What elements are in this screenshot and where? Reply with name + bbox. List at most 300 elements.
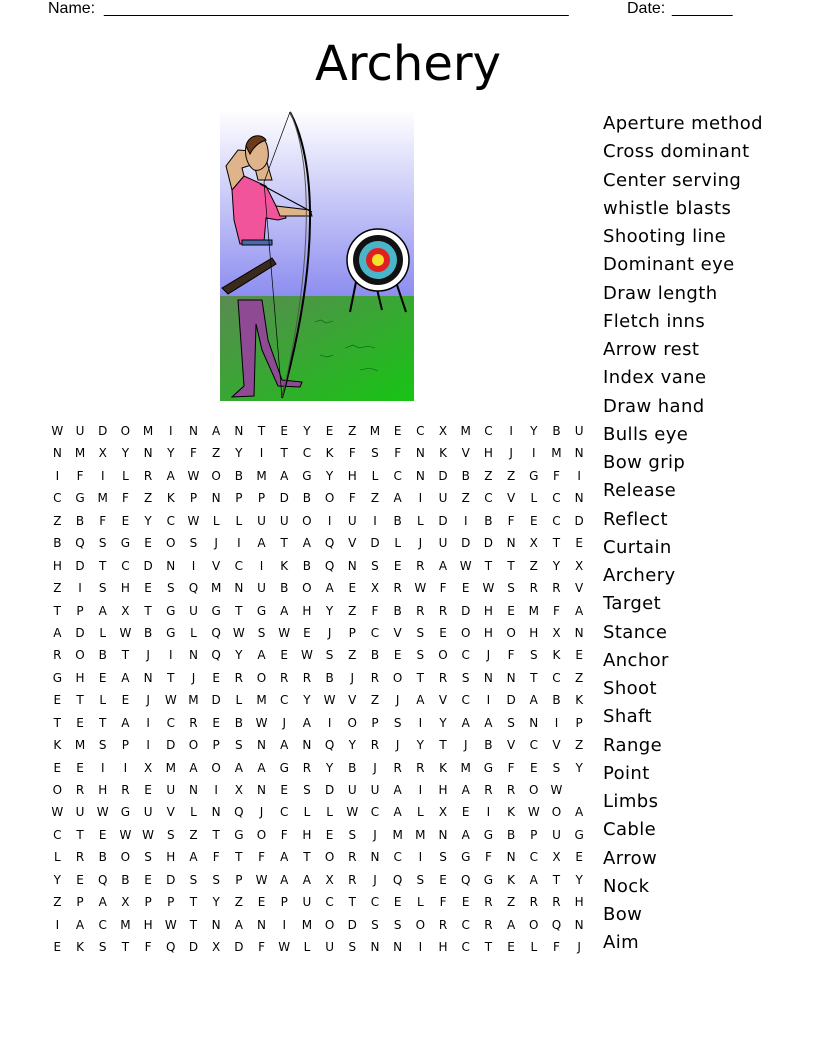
grid-letter: O xyxy=(211,468,221,483)
grid-letter: O xyxy=(506,625,516,640)
grid-letter: N xyxy=(166,558,176,573)
grid-letter: R xyxy=(143,468,153,483)
grid-letter: T xyxy=(189,917,198,932)
grid-letter: R xyxy=(370,670,380,685)
grid-letter: N xyxy=(211,917,221,932)
grid-letter: Z xyxy=(143,491,153,506)
grid-letter: U xyxy=(257,581,266,596)
grid-letter: Y xyxy=(325,603,334,618)
grid-letter: Y xyxy=(325,468,334,483)
grid-letter: O xyxy=(52,783,63,797)
grid-letter: C xyxy=(461,693,470,708)
grid-letter: G xyxy=(302,468,312,483)
grid-letter: H xyxy=(483,625,493,640)
grid-letter: H xyxy=(143,917,153,932)
grid-letter: E xyxy=(393,895,402,910)
grid-letter: H xyxy=(574,895,584,910)
grid-letter: V xyxy=(348,536,357,551)
grid-letter: O xyxy=(551,805,562,820)
grid-letter: G xyxy=(120,805,131,820)
grid-letter: B xyxy=(393,603,402,618)
grid-letter: A xyxy=(280,468,289,483)
grid-letter: T xyxy=(257,424,266,438)
grid-letter: Y xyxy=(439,715,447,730)
grid-letter: L xyxy=(190,625,197,640)
grid-letter: G xyxy=(256,603,267,618)
date-field[interactable]: _______ xyxy=(672,0,733,17)
grid-letter: V xyxy=(348,693,357,708)
grid-letter: Y xyxy=(575,760,583,775)
name-field[interactable]: ______________________________________________________ xyxy=(104,0,569,17)
grid-letter: E xyxy=(98,670,107,685)
grid-letter: T xyxy=(121,940,130,955)
word-list-item: Bow grip xyxy=(603,452,686,473)
grid-letter: C xyxy=(552,491,561,506)
grid-letter: D xyxy=(461,536,471,551)
grid-letter: Y xyxy=(121,446,130,461)
grid-letter: V xyxy=(575,581,584,596)
word-list-item: Aperture method xyxy=(603,113,763,134)
grid-letter: U xyxy=(75,424,85,438)
grid-letter xyxy=(568,779,591,801)
word-list-item: Stance xyxy=(603,621,668,643)
grid-letter: E xyxy=(53,693,62,708)
grid-letter: B xyxy=(484,738,493,753)
grid-letter: I xyxy=(55,917,60,932)
grid-letter: J xyxy=(282,715,286,730)
grid-letter: V xyxy=(506,738,516,753)
grid-letter: I xyxy=(532,446,536,461)
grid-letter: A xyxy=(98,895,107,910)
grid-letter: C xyxy=(393,850,402,865)
grid-letter: E xyxy=(507,940,515,955)
grid-letter: E xyxy=(76,715,84,730)
grid-letter: A xyxy=(257,536,266,551)
grid-letter: A xyxy=(166,468,175,483)
grid-letter: N xyxy=(347,558,357,573)
grid-letter: K xyxy=(280,558,289,573)
grid-letter: F xyxy=(258,940,265,955)
grid-letter: A xyxy=(302,872,312,887)
grid-letter: E xyxy=(212,715,220,730)
grid-letter: D xyxy=(211,693,221,708)
grid-letter: R xyxy=(529,581,538,596)
grid-letter: S xyxy=(416,648,425,663)
grid-letter: W xyxy=(119,625,132,640)
grid-letter: S xyxy=(507,715,515,730)
grid-letter: J xyxy=(577,940,581,955)
grid-letter: N xyxy=(143,446,153,461)
grid-letter: X xyxy=(98,446,107,461)
grid-letter: X xyxy=(552,625,561,640)
grid-letter: W xyxy=(51,805,64,820)
grid-letter: H xyxy=(302,603,312,618)
grid-letter: N xyxy=(393,940,403,955)
grid-letter: I xyxy=(509,424,513,438)
grid-letter: K xyxy=(507,872,516,887)
grid-letter: Y xyxy=(235,446,243,461)
grid-letter: C xyxy=(166,715,175,730)
word-list-item: Fletch inns xyxy=(603,310,706,332)
word-list-item: Nock xyxy=(603,875,650,897)
grid-letter: C xyxy=(461,648,470,663)
grid-letter: H xyxy=(166,850,176,865)
grid-letter: A xyxy=(98,603,107,618)
grid-letter: A xyxy=(234,917,243,932)
grid-letter: Y xyxy=(530,424,538,438)
grid-letter: P xyxy=(280,895,288,910)
grid-letter: O xyxy=(188,738,199,753)
grid-letter: N xyxy=(438,827,448,842)
grid-letter: D xyxy=(438,513,448,528)
grid-letter: N xyxy=(234,581,244,596)
grid-letter: R xyxy=(484,783,493,797)
grid-letter: R xyxy=(416,558,425,573)
grid-letter: R xyxy=(75,783,85,797)
grid-letter: B xyxy=(552,424,561,438)
grid-letter: A xyxy=(575,805,584,820)
word-list-item: Curtain xyxy=(603,536,672,558)
archer-illustration xyxy=(220,110,414,401)
grid-letter: E xyxy=(144,783,152,797)
grid-letter: D xyxy=(279,491,289,506)
grid-letter: W xyxy=(459,558,472,573)
word-list-item: Reflect xyxy=(603,508,668,530)
grid-letter: R xyxy=(189,715,198,730)
grid-letter: M xyxy=(415,827,426,842)
grid-letter: T xyxy=(99,715,107,730)
grid-letter: A xyxy=(416,693,425,708)
grid-letter: U xyxy=(189,603,198,618)
grid-letter: S xyxy=(348,940,357,955)
grid-letter: E xyxy=(575,850,583,865)
grid-letter: J xyxy=(373,760,377,775)
grid-letter: L xyxy=(212,513,220,528)
grid-letter: Z xyxy=(234,895,243,910)
grid-letter: J xyxy=(214,536,218,551)
grid-letter: V xyxy=(438,693,448,708)
grid-letter: A xyxy=(393,783,402,797)
grid-letter: K xyxy=(53,738,62,753)
grid-letter: H xyxy=(438,940,448,955)
grid-letter: B xyxy=(75,513,85,528)
word-list-item: Range xyxy=(603,734,663,756)
grid-letter: E xyxy=(98,827,107,842)
grid-letter: Q xyxy=(188,581,199,596)
grid-letter: N xyxy=(574,446,584,461)
grid-letter: D xyxy=(98,424,108,438)
grid-letter: M xyxy=(97,491,108,506)
grid-letter: N xyxy=(506,850,516,865)
grid-letter: S xyxy=(189,872,198,887)
word-list-item: Release xyxy=(603,480,677,502)
grid-letter: H xyxy=(483,446,493,461)
grid-letter: O xyxy=(529,917,539,932)
grid-letter: E xyxy=(348,581,357,596)
grid-letter: V xyxy=(506,491,516,506)
grid-letter: L xyxy=(303,805,311,820)
grid-letter: C xyxy=(234,558,244,573)
grid-letter: R xyxy=(484,917,493,932)
grid-letter: C xyxy=(529,850,538,865)
grid-letter: T xyxy=(235,850,243,865)
grid-letter: T xyxy=(189,895,198,910)
grid-letter: N xyxy=(574,491,584,506)
grid-letter: N xyxy=(257,917,267,932)
grid-letter: S xyxy=(461,670,470,685)
grid-letter: H xyxy=(75,670,85,685)
grid-letter: G xyxy=(483,872,494,887)
grid-letter: A xyxy=(461,827,470,842)
grid-letter: R xyxy=(552,581,561,596)
grid-letter: B xyxy=(325,670,334,685)
grid-letter: V xyxy=(212,558,221,573)
grid-letter: F xyxy=(507,513,515,528)
grid-letter: Z xyxy=(484,468,493,483)
word-list-item: Aim xyxy=(603,932,640,954)
grid-letter: C xyxy=(393,468,402,483)
grid-letter: A xyxy=(302,715,312,730)
grid-letter: L xyxy=(99,625,107,640)
grid-letter: Q xyxy=(392,872,403,887)
grid-letter: Y xyxy=(325,760,334,775)
grid-letter: I xyxy=(100,760,105,775)
grid-letter: X xyxy=(438,805,448,820)
grid-letter: H xyxy=(120,581,130,596)
grid-letter: Q xyxy=(211,625,221,640)
grid-letter: E xyxy=(439,872,447,887)
grid-letter: G xyxy=(166,603,176,618)
grid-letter: L xyxy=(371,468,379,483)
grid-letter: W xyxy=(119,827,132,842)
grid-letter: R xyxy=(552,895,561,910)
grid-letter: W xyxy=(346,805,359,820)
grid-letter: O xyxy=(302,513,312,528)
word-list-item: Point xyxy=(603,762,650,784)
grid-letter: L xyxy=(394,536,401,551)
grid-letter: T xyxy=(76,693,84,708)
grid-letter: V xyxy=(166,805,175,820)
grid-letter: Y xyxy=(303,693,311,708)
grid-letter: C xyxy=(280,805,289,820)
grid-letter: A xyxy=(575,603,584,618)
grid-letter: N xyxy=(574,917,584,932)
grid-letter: T xyxy=(99,558,107,573)
grid-letter: M xyxy=(74,446,86,461)
grid-letter: E xyxy=(461,581,470,596)
word-list-item: whistle blasts xyxy=(603,197,732,219)
grid-letter: P xyxy=(76,895,84,910)
grid-letter: Y xyxy=(235,648,243,663)
grid-letter: Z xyxy=(370,491,380,506)
grid-letter: L xyxy=(303,940,311,955)
grid-letter: Y xyxy=(575,872,583,887)
grid-letter: M xyxy=(210,581,222,596)
grid-letter: N xyxy=(257,783,267,797)
grid-letter: W xyxy=(255,715,268,730)
grid-letter: A xyxy=(189,760,198,775)
grid-letter: F xyxy=(439,581,447,596)
grid-letter: E xyxy=(280,424,289,438)
grid-letter: X xyxy=(552,850,561,865)
grid-letter: R xyxy=(370,738,380,753)
grid-letter: I xyxy=(259,446,264,461)
grid-letter: H xyxy=(438,783,448,797)
grid-letter: M xyxy=(120,917,131,932)
grid-letter: D xyxy=(483,536,494,551)
grid-letter: A xyxy=(529,872,538,887)
grid-letter: T xyxy=(144,603,152,618)
grid-letter: R xyxy=(484,895,493,910)
grid-letter: R xyxy=(393,581,402,596)
grid-letter: S xyxy=(98,738,107,753)
grid-letter: K xyxy=(325,446,334,461)
grid-letter: W xyxy=(300,648,313,663)
grid-letter: Q xyxy=(166,940,176,955)
grid-letter: D xyxy=(75,558,85,573)
grid-letter: E xyxy=(575,536,583,551)
grid-letter: U xyxy=(574,424,584,438)
grid-letter: W xyxy=(51,424,64,438)
grid-letter: U xyxy=(370,783,380,797)
grid-letter: A xyxy=(393,805,402,820)
grid-letter: D xyxy=(166,872,176,887)
grid-letter: N xyxy=(302,738,312,753)
header xyxy=(0,0,816,22)
grid-letter: Z xyxy=(348,603,357,618)
grid-letter: B xyxy=(53,536,62,551)
grid-letter: Y xyxy=(348,738,356,753)
grid-letter: U xyxy=(302,895,312,910)
grid-letter: T xyxy=(76,827,84,842)
grid-letter: H xyxy=(347,468,357,483)
grid-letter: F xyxy=(507,648,515,663)
grid-letter: P xyxy=(189,491,198,506)
grid-letter: I xyxy=(259,558,264,573)
grid-letter: R xyxy=(234,670,244,685)
grid-letter: M xyxy=(301,917,313,932)
grid-letter: S xyxy=(144,850,152,865)
grid-letter: F xyxy=(121,491,129,506)
grid-letter: J xyxy=(191,670,196,685)
grid-letter: A xyxy=(484,715,493,730)
grid-letter: U xyxy=(257,513,266,528)
grid-letter: X xyxy=(438,424,448,438)
grid-letter: E xyxy=(507,603,515,618)
grid-letter: N xyxy=(211,805,221,820)
grid-letter: Z xyxy=(348,648,357,663)
grid-letter: W xyxy=(96,805,109,820)
grid-letter: K xyxy=(507,805,516,820)
grid-letter: J xyxy=(259,805,264,820)
grid-letter: F xyxy=(258,850,265,865)
grid-letter: R xyxy=(53,648,62,663)
grid-letter: C xyxy=(302,446,312,461)
grid-letter: S xyxy=(439,850,447,865)
grid-letter: P xyxy=(76,603,84,618)
grid-letter: F xyxy=(394,446,402,461)
grid-letter: F xyxy=(553,603,560,618)
grid-letter: G xyxy=(483,760,494,775)
grid-letter: O xyxy=(120,424,131,438)
grid-letter: Y xyxy=(416,738,425,753)
grid-letter: C xyxy=(325,895,334,910)
grid-letter: D xyxy=(370,536,380,551)
word-list-item: Arrow xyxy=(603,847,658,869)
grid-letter: R xyxy=(280,670,289,685)
grid-letter: F xyxy=(484,850,492,865)
grid-letter: Z xyxy=(348,424,357,438)
grid-letter: U xyxy=(325,940,334,955)
grid-letter: L xyxy=(417,895,424,910)
grid-letter: Y xyxy=(552,558,561,573)
grid-letter: O xyxy=(211,760,221,775)
grid-letter: L xyxy=(530,491,538,506)
grid-letter: B xyxy=(98,850,107,865)
grid-letter: K xyxy=(166,491,175,506)
grid-letter: I xyxy=(418,940,423,955)
grid-letter: E xyxy=(121,513,130,528)
name-label: Name: xyxy=(48,0,96,17)
grid-letter: E xyxy=(76,760,84,775)
grid-letter: T xyxy=(53,603,62,618)
grid-letter: W xyxy=(414,581,427,596)
grid-letter: T xyxy=(212,827,220,842)
grid-letter: N xyxy=(143,670,153,685)
grid-letter: G xyxy=(529,468,539,483)
grid-letter: D xyxy=(234,940,244,955)
grid-letter: K xyxy=(575,693,584,708)
grid-letter: C xyxy=(121,558,130,573)
grid-letter: Z xyxy=(575,738,584,753)
grid-letter: U xyxy=(438,536,448,551)
grid-letter: O xyxy=(256,827,267,842)
grid-letter: K xyxy=(439,760,447,775)
grid-letter: J xyxy=(373,872,377,887)
grid-letter: X xyxy=(325,872,334,887)
word-list-item: Shoot xyxy=(603,678,657,699)
grid-letter: Z xyxy=(529,558,538,573)
grid-letter: T xyxy=(121,648,130,663)
grid-letter: D xyxy=(324,783,335,797)
letter-grid xyxy=(46,420,591,959)
grid-letter: E xyxy=(393,648,402,663)
grid-letter: B xyxy=(302,491,312,506)
grid-letter: A xyxy=(280,738,289,753)
grid-letter: P xyxy=(212,738,220,753)
grid-letter: W xyxy=(164,693,177,708)
grid-letter: B xyxy=(121,872,130,887)
grid-letter: E xyxy=(529,513,538,528)
grid-letter: J xyxy=(463,738,468,753)
grid-letter: E xyxy=(439,625,447,640)
grid-letter: R xyxy=(302,760,312,775)
grid-letter: S xyxy=(529,648,538,663)
grid-letter: T xyxy=(416,670,425,685)
grid-letter: I xyxy=(78,581,82,596)
grid-letter: M xyxy=(188,693,199,708)
grid-letter: L xyxy=(54,850,61,865)
word-list-item: Arrow rest xyxy=(603,339,700,360)
grid-letter: N xyxy=(483,670,493,685)
grid-letter: U xyxy=(143,805,153,820)
grid-letter: I xyxy=(100,468,105,483)
grid-letter: K xyxy=(552,648,561,663)
grid-letter: P xyxy=(257,491,266,506)
grid-letter: M xyxy=(256,693,267,708)
grid-letter: Z xyxy=(53,581,62,596)
word-list xyxy=(603,110,808,958)
